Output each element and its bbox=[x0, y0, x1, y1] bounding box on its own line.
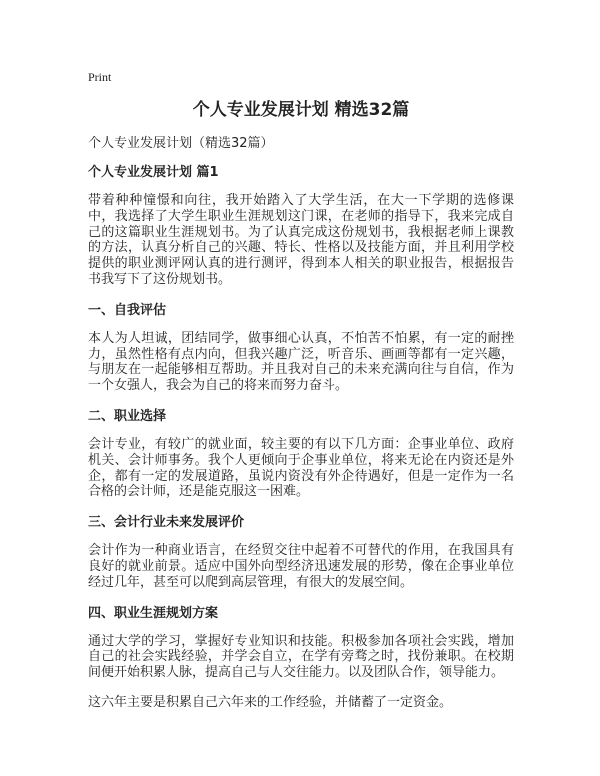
section-paragraph: 本人为人坦诚，团结同学，做事细心认真，不怕苦不怕累，有一定的耐挫力，虽然性格有点内向，但我兴趣广泛，听音乐、画画等都有一定兴趣，与朋友在一起能够相互帮助。并且我对自己的未来充满向往与自信，作为一个女强人，我会为自己的将来而努力奋斗。 bbox=[88, 330, 514, 394]
page-title: 个人专业发展计划 精选32篇 bbox=[192, 100, 410, 120]
section-paragraph: 通过大学的学习，掌握好专业知识和技能。积极参加各项社会实践，增加自己的社会实践经验，并学会自立，在学有旁骛之时，找份兼职。在校期间便开始积累人脉，提高自己与人交往能力。以及团队合作，领导能力。 bbox=[88, 633, 514, 681]
section-heading: 二、职业选择 bbox=[88, 408, 167, 424]
section-paragraph: 会计专业，有较广的就业面，较主要的有以下几方面：企事业单位、政府机关、会计师事务。我个人更倾向于企事业单位，将来无论在内资还是外企，都有一定的发展道路，虽说内资没有外企待遇好，但是一定作为一名合格的会计师，还是能克服这一困难。 bbox=[88, 436, 514, 500]
document-subtitle: 个人专业发展计划（精选32篇） bbox=[88, 136, 274, 151]
section-heading: 个人专业发展计划 篇1 bbox=[88, 165, 219, 180]
section-paragraph: 会计作为一种商业语言，在经贸交往中起着不可替代的作用，在我国具有良好的就业前景。适应中国外向型经济迅速发展的形势，像在企事业单位经过几年，甚至可以爬到高层管理，有很大的发展空间。 bbox=[88, 543, 514, 590]
print-link[interactable]: Print bbox=[88, 70, 112, 84]
section-heading: 一、自我评估 bbox=[88, 302, 167, 318]
section-paragraph: 带着种种憧憬和向往，我开始踏入了大学生活，在大一下学期的选修课中，我选择了大学生职业生涯规划这门课，在老师的指导下，我来完成自己的这篇职业生涯规划书。为了认真完成这份规划书，我根据老师上课教的方法，认真分析自己的兴趣、特长、性格以及技能方面，并且利用学校提供的职业测评网认真的进行测评，得到本人相关的职业报告，根据报告书我写下了这份规划书。 bbox=[88, 193, 514, 287]
document-page bbox=[88, 70, 514, 725]
closing-paragraph: 这六年主要是积累自己六年来的工作经验，并储蓄了一定资金。 bbox=[88, 694, 453, 710]
section-heading: 四、职业生涯规划方案 bbox=[88, 605, 219, 621]
section-heading: 三、会计行业未来发展评价 bbox=[88, 515, 245, 531]
